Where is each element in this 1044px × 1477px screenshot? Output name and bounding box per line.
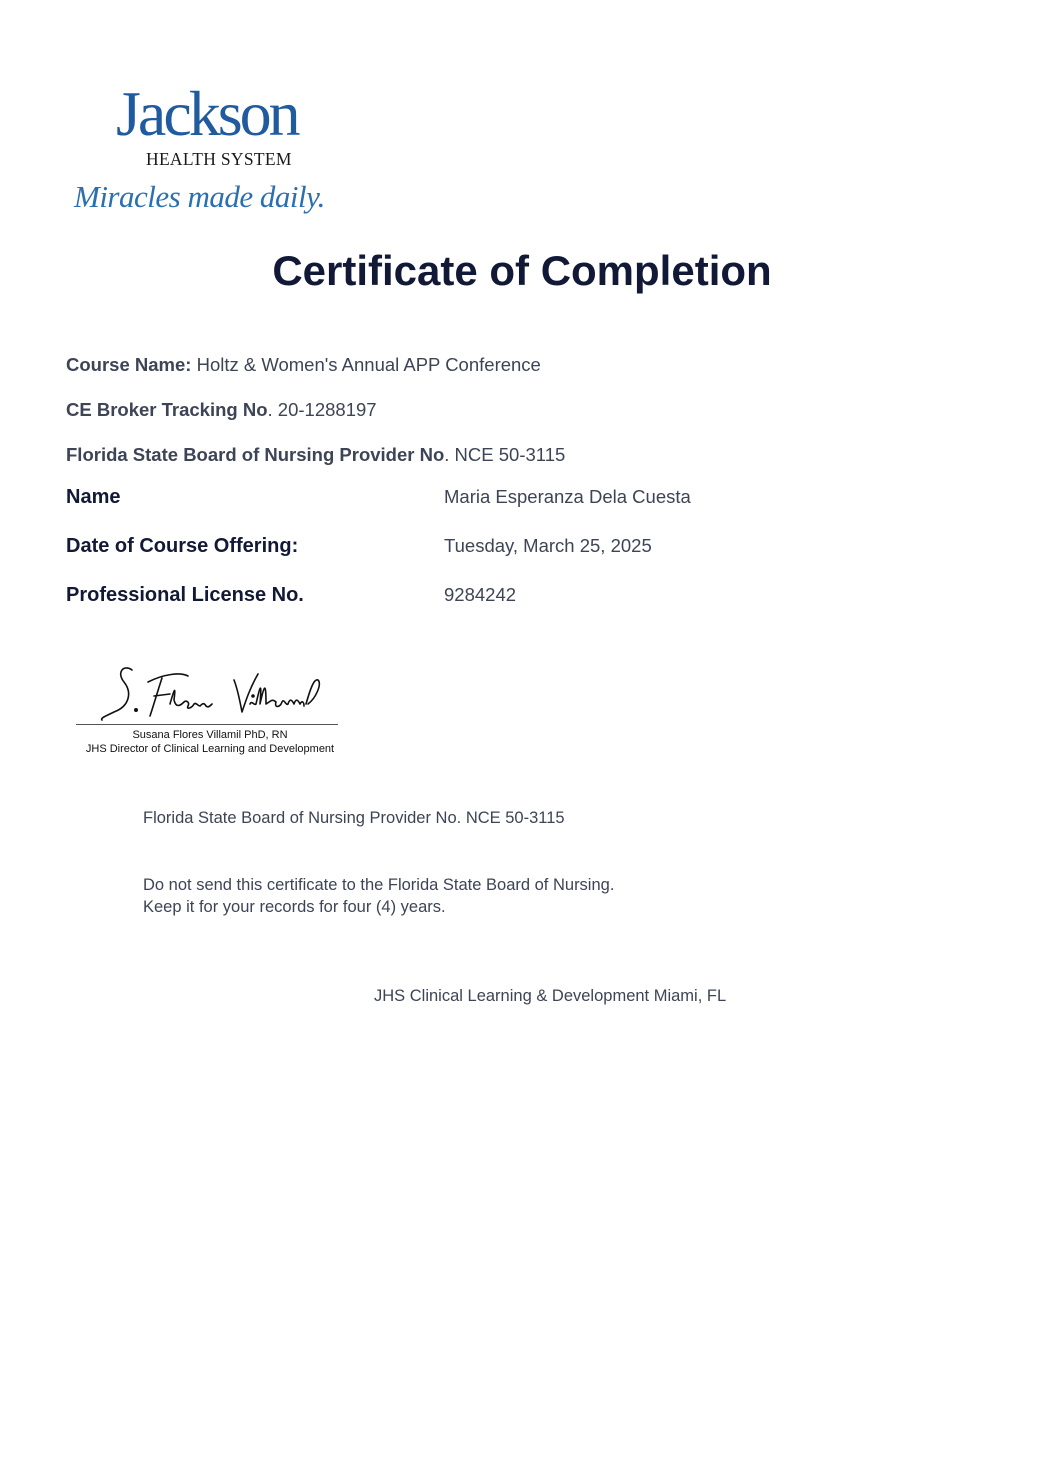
tracking-value: . 20-1288197	[267, 399, 377, 420]
course-name-value: Holtz & Women's Annual APP Conference	[196, 354, 541, 375]
detail-value-name: Maria Esperanza Dela Cuesta	[444, 486, 691, 507]
provider-value: . NCE 50-3115	[444, 444, 566, 465]
logo-tagline: Miracles made daily.	[74, 179, 325, 214]
logo-wordmark: Jackson	[116, 78, 298, 149]
provider-line	[66, 444, 565, 466]
certificate-title: Certificate of Completion	[272, 247, 772, 294]
course-name-label: Course Name:	[66, 354, 192, 375]
warning-note-line2: Keep it for your records for four (4) years.	[143, 898, 446, 916]
tracking-line	[66, 399, 377, 421]
detail-label-date: Date of Course Offering:	[66, 535, 299, 557]
detail-value-license: 9284242	[444, 584, 517, 605]
footer-location: JHS Clinical Learning & Development Miami, FL	[374, 987, 727, 1005]
warning-note-line1: Do not send this certificate to the Florida State Board of Nursing.	[143, 876, 615, 894]
detail-value-date: Tuesday, March 25, 2025	[444, 535, 652, 556]
detail-label-license: Professional License No.	[66, 584, 304, 606]
detail-label-name: Name	[66, 486, 121, 508]
signature-line	[76, 724, 338, 725]
provider-note: Florida State Board of Nursing Provider No. NCE 50-3115	[143, 809, 565, 827]
provider-label: Florida State Board of Nursing Provider No	[66, 444, 445, 465]
signature-image	[96, 660, 326, 724]
course-name-line	[66, 354, 541, 376]
signatory-title: JHS Director of Clinical Learning and Development	[85, 743, 335, 755]
logo-subtitle: HEALTH SYSTEM	[146, 149, 292, 169]
signatory-name: Susana Flores Villamil PhD, RN	[132, 729, 288, 741]
tracking-label: CE Broker Tracking No	[66, 399, 268, 420]
